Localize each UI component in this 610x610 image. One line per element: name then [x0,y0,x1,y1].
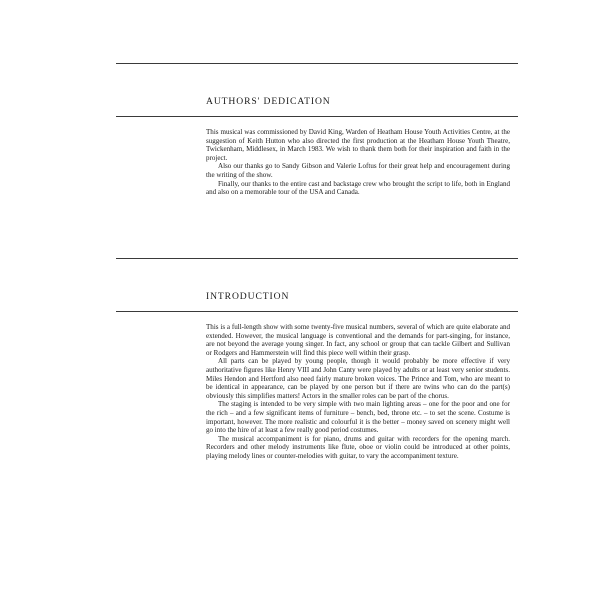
top-rule [116,63,518,64]
section-divider-rule [116,258,518,259]
dedication-heading: AUTHORS' DEDICATION [206,96,331,107]
introduction-heading-rule [116,311,518,312]
dedication-paragraph: Finally, our thanks to the entire cast and backstage crew who brought the script to life, both in England and also on a memorable tour of the USA and Canada. [206,179,510,197]
introduction-text [206,323,510,461]
introduction-paragraph: The musical accompaniment is for piano, drums and guitar with recorders for the opening march. Recorders and other melody instruments like flute, oboe or violin could be introduced at other points, playing melody lines or counter-melodies with guitar, to vary the accompaniment texture. [206,434,510,460]
dedication-paragraph: This musical was commissioned by David King, Warden of Heatham House Youth Activities Centre, at the suggestion of Keith Hutton who also directed the first production at the Heatham House Youth Theatre, Twickenham, Middlesex, in March 1983. We wish to thank them both for their inspiration and faith in the project. [206,128,510,162]
dedication-text [206,128,510,197]
introduction-paragraph: The staging is intended to be very simple with two main lighting areas – one for the poor and one for the rich – and a few significant items of furniture – bench, bed, throne etc. – to set the scene. Costume is important, however. The more realistic and colourful it is the better – money saved on scenery might well go into the hire of at least a few really good period costumes. [206,400,510,435]
dedication-heading-rule [116,116,518,117]
introduction-paragraph: All parts can be played by young people, though it would probably be more effective if very authoritative figures like Henry VIII and John Canty were played by adults or at least very senior students. Miles Hendon and Hertford also need fairly mature broken voices. The Prince and Tom, who are meant to be identical in appearance, can be played by one person but if there are twins who can do the part(s) obviously this simplifies matters! Actors in the smaller roles can be part of the chorus. [206,357,510,400]
introduction-heading: INTRODUCTION [206,291,290,302]
introduction-paragraph: This is a full-length show with some twenty-five musical numbers, several of which are quite elaborate and extended. However, the musical language is conventional and the demands for part-singing, for instance, are not beyond the average young singer. In fact, any school or group that can tackle Gilbert and Sullivan or Rodgers and Hammerstein will find this piece well within their grasp. [206,323,510,357]
dedication-paragraph: Also our thanks go to Sandy Gibson and Valerie Loftus for their great help and encouragement during the writing of the show. [206,162,510,179]
